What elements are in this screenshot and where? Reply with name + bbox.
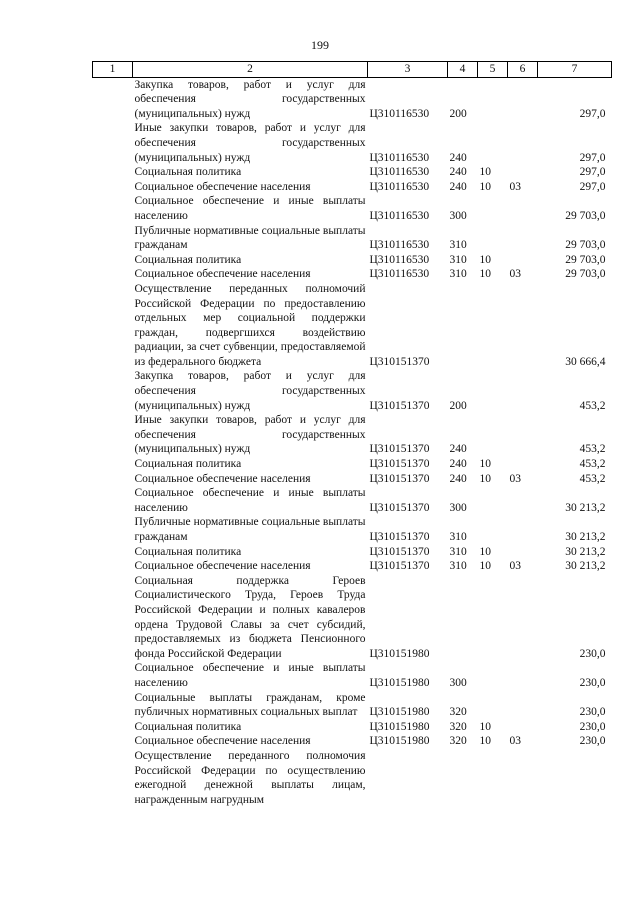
row-name: Иные закупки товаров, работ и услуг для обеспечения государственных (муниципальных) нужд	[134, 122, 366, 164]
row-amount: 453,2	[579, 458, 606, 471]
row-expense-type: 310	[449, 545, 467, 558]
row-amount: 29 703,0	[565, 239, 606, 252]
row-section	[478, 77, 508, 121]
empty-cell	[93, 472, 133, 487]
empty-cell	[93, 282, 133, 370]
row-subsection: 03	[509, 560, 521, 573]
row-target-code: Ц310151370	[369, 399, 430, 412]
row-expense-type: 320	[449, 735, 467, 748]
empty-cell	[93, 180, 133, 195]
row-name: Социальное обеспечение населения	[134, 560, 311, 573]
row-amount: 297,0	[579, 180, 606, 193]
table-row	[93, 165, 612, 180]
row-expense-type: 320	[449, 720, 467, 733]
table-row	[93, 267, 612, 282]
table-row	[93, 180, 612, 195]
row-subsection	[508, 749, 538, 807]
column-header: 3	[368, 62, 448, 78]
table-row	[93, 486, 612, 515]
row-expense-type: 200	[449, 399, 467, 412]
row-target-code: Ц310151980	[369, 720, 430, 733]
empty-cell	[93, 559, 133, 574]
row-amount: 29 703,0	[565, 253, 606, 266]
row-amount: 230,0	[579, 647, 606, 660]
row-target-code: Ц310116530	[369, 107, 430, 120]
row-section: 10	[479, 560, 491, 573]
row-section	[478, 413, 508, 457]
row-expense-type: 310	[449, 239, 467, 252]
row-section: 10	[479, 166, 491, 179]
row-target-code: Ц310151370	[369, 472, 430, 485]
row-section	[478, 282, 508, 370]
row-target-code: Ц310151980	[369, 676, 430, 689]
row-section	[478, 194, 508, 223]
row-target-code: Ц310151370	[369, 560, 430, 573]
row-subsection	[508, 515, 538, 544]
row-section	[478, 515, 508, 544]
row-subsection	[508, 691, 538, 720]
row-expense-type: 300	[449, 209, 467, 222]
row-name: Социальное обеспечение и иные выплаты населению	[134, 195, 366, 222]
row-name: Иные закупки товаров, работ и услуг для обеспечения государственных (муниципальных) нужд	[134, 414, 366, 456]
empty-cell	[93, 574, 133, 662]
row-target-code: Ц310151370	[369, 545, 430, 558]
row-name: Социальная политика	[134, 458, 242, 471]
row-name: Публичные нормативные социальные выплаты гражданам	[134, 516, 366, 543]
row-amount: 29 703,0	[565, 209, 606, 222]
table-row	[93, 369, 612, 413]
row-subsection	[508, 545, 538, 560]
empty-cell	[93, 165, 133, 180]
row-expense-type: 240	[449, 180, 467, 193]
row-amount: 453,2	[579, 399, 606, 412]
row-subsection: 03	[509, 472, 521, 485]
row-name: Осуществление переданного полномочия Российской Федерации по осуществлению ежегодной денежной выплаты лицам, награжденным нагрудным	[134, 749, 366, 806]
row-target-code: Ц310116530	[369, 166, 430, 179]
empty-cell	[93, 486, 133, 515]
row-expense-type	[448, 282, 478, 370]
row-target-code: Ц310116530	[369, 151, 430, 164]
table-row	[93, 734, 612, 749]
table-row	[93, 413, 612, 457]
row-subsection	[508, 224, 538, 253]
empty-cell	[93, 369, 133, 413]
column-header: 6	[508, 62, 538, 78]
row-subsection	[508, 121, 538, 165]
empty-cell	[93, 691, 133, 720]
row-subsection	[508, 486, 538, 515]
row-amount: 230,0	[579, 706, 606, 719]
row-name: Социальные выплаты гражданам, кроме публичных нормативных социальных выплат	[134, 691, 366, 719]
row-section: 10	[479, 458, 491, 471]
row-amount: 29 703,0	[565, 268, 606, 281]
table-row	[93, 515, 612, 544]
row-target-code: Ц310151370	[369, 458, 430, 471]
row-expense-type: 310	[449, 268, 467, 281]
row-target-code: Ц310151370	[369, 531, 430, 543]
row-expense-type	[448, 749, 478, 807]
row-expense-type: 300	[449, 676, 467, 689]
empty-cell	[93, 720, 133, 735]
column-header: 2	[133, 62, 368, 78]
row-section	[478, 224, 508, 253]
table-row	[93, 661, 612, 690]
empty-cell	[93, 194, 133, 223]
budget-table	[92, 61, 612, 807]
row-expense-type: 310	[449, 531, 467, 543]
row-subsection	[508, 720, 538, 735]
row-section: 10	[479, 545, 491, 558]
row-subsection	[508, 165, 538, 180]
table-row	[93, 224, 612, 253]
row-amount: 297,0	[579, 166, 606, 179]
empty-cell	[93, 515, 133, 544]
table-row	[93, 545, 612, 560]
row-expense-type: 320	[449, 706, 467, 719]
row-section	[478, 661, 508, 690]
row-subsection: 03	[509, 268, 521, 281]
table-row	[93, 194, 612, 223]
row-expense-type	[448, 574, 478, 662]
empty-cell	[93, 734, 133, 749]
row-subsection	[508, 253, 538, 268]
row-expense-type: 240	[449, 472, 467, 485]
row-expense-type: 240	[449, 443, 467, 456]
table-row	[93, 720, 612, 735]
row-expense-type: 240	[449, 151, 467, 164]
row-subsection	[508, 413, 538, 457]
page-number: 199	[311, 38, 329, 52]
row-name: Закупка товаров, работ и услуг для обеспечения государственных (муниципальных) нужд	[134, 78, 366, 120]
empty-cell	[93, 545, 133, 560]
row-section	[478, 691, 508, 720]
row-name: Социальное обеспечение населения	[134, 472, 311, 485]
row-target-code: Ц310151370	[369, 355, 430, 368]
row-amount: 453,2	[579, 472, 606, 485]
row-section	[478, 369, 508, 413]
row-section	[478, 574, 508, 662]
empty-cell	[93, 267, 133, 282]
row-amount: 230,0	[579, 735, 606, 748]
row-subsection	[508, 282, 538, 370]
row-subsection	[508, 77, 538, 121]
row-section: 10	[479, 735, 491, 748]
row-name: Осуществление переданных полномочий Российской Федерации по предоставлению отдельных мер социальной поддержки граждан, подвергшихся воздействию радиации, за счет субвенции, предоставляемой из федерального бюджета	[134, 282, 366, 368]
table-row	[93, 457, 612, 472]
row-amount: 30 666,4	[565, 355, 606, 368]
row-expense-type: 300	[449, 501, 467, 514]
row-name: Социальная политика	[134, 166, 242, 179]
empty-cell	[93, 413, 133, 457]
row-target-code: Ц310151980	[369, 706, 430, 719]
row-name: Социальная политика	[134, 545, 242, 558]
row-expense-type: 240	[449, 166, 467, 179]
row-name: Социальное обеспечение населения	[134, 180, 311, 193]
row-name: Социальное обеспечение населения	[134, 268, 311, 281]
row-name: Социальная поддержка Героев Социалистического Труда, Героев Труда Российской Федерации и полных кавалеров ордена Трудовой Славы за счет субсидий, предоставляемых из бюджета Пенсионного фонда Российской Федерации	[134, 574, 366, 660]
row-section: 10	[479, 180, 491, 193]
row-name: Публичные нормативные социальные выплаты гражданам	[134, 224, 366, 252]
row-amount: 297,0	[579, 107, 606, 120]
row-amount	[538, 749, 612, 807]
column-header: 4	[448, 62, 478, 78]
row-amount: 230,0	[579, 676, 606, 689]
row-target-code: Ц310151370	[369, 443, 430, 456]
row-amount: 453,2	[579, 443, 606, 456]
row-expense-type: 310	[449, 253, 467, 266]
row-amount: 230,0	[579, 720, 606, 733]
row-name: Социальное обеспечение и иные выплаты населению	[134, 487, 366, 514]
row-name: Социальная политика	[134, 720, 242, 733]
column-header: 7	[538, 62, 612, 78]
row-name: Социальная политика	[134, 253, 242, 266]
table-row	[93, 472, 612, 487]
row-subsection: 03	[509, 180, 521, 193]
empty-cell	[93, 77, 133, 121]
empty-cell	[93, 121, 133, 165]
table-row	[93, 282, 612, 370]
empty-cell	[93, 661, 133, 690]
row-section	[478, 486, 508, 515]
table-row	[93, 559, 612, 574]
row-section	[478, 121, 508, 165]
table-row	[93, 253, 612, 268]
column-header: 5	[478, 62, 508, 78]
table-row	[93, 77, 612, 121]
row-target-code: Ц310151980	[369, 647, 430, 660]
row-target-code: Ц310116530	[369, 180, 430, 193]
table-header-row	[93, 62, 612, 78]
empty-cell	[93, 224, 133, 253]
row-target-code: Ц310116530	[369, 268, 430, 281]
row-section	[478, 749, 508, 807]
row-subsection	[508, 457, 538, 472]
row-subsection: 03	[509, 735, 521, 748]
row-expense-type: 310	[449, 560, 467, 573]
row-amount: 30 213,2	[565, 531, 606, 543]
row-section: 10	[479, 472, 491, 485]
empty-cell	[93, 749, 133, 807]
row-target-code: Ц310151980	[369, 735, 430, 748]
table-row	[93, 691, 612, 720]
table-row	[93, 749, 612, 807]
empty-cell	[93, 457, 133, 472]
row-expense-type: 240	[449, 458, 467, 471]
row-subsection	[508, 661, 538, 690]
row-target-code: Ц310116530	[369, 209, 430, 222]
row-amount: 30 213,2	[565, 501, 606, 514]
row-amount: 30 213,2	[565, 545, 606, 558]
empty-cell	[93, 253, 133, 268]
row-subsection	[508, 369, 538, 413]
column-header: 1	[93, 62, 133, 78]
row-name: Закупка товаров, работ и услуг для обеспечения государственных (муниципальных) нужд	[134, 370, 366, 412]
row-target-code	[368, 749, 448, 807]
row-subsection	[508, 194, 538, 223]
row-section: 10	[479, 253, 491, 266]
row-name: Социальное обеспечение и иные выплаты населению	[134, 662, 366, 689]
row-amount: 30 213,2	[565, 560, 606, 573]
row-section: 10	[479, 720, 491, 733]
table-row	[93, 121, 612, 165]
row-amount: 297,0	[579, 151, 606, 164]
table-row	[93, 574, 612, 662]
row-name: Социальное обеспечение населения	[134, 735, 311, 748]
row-subsection	[508, 574, 538, 662]
row-target-code: Ц310116530	[369, 253, 430, 266]
row-expense-type: 200	[449, 107, 467, 120]
row-target-code: Ц310151370	[369, 501, 430, 514]
row-section: 10	[479, 268, 491, 281]
row-target-code: Ц310116530	[369, 239, 430, 252]
